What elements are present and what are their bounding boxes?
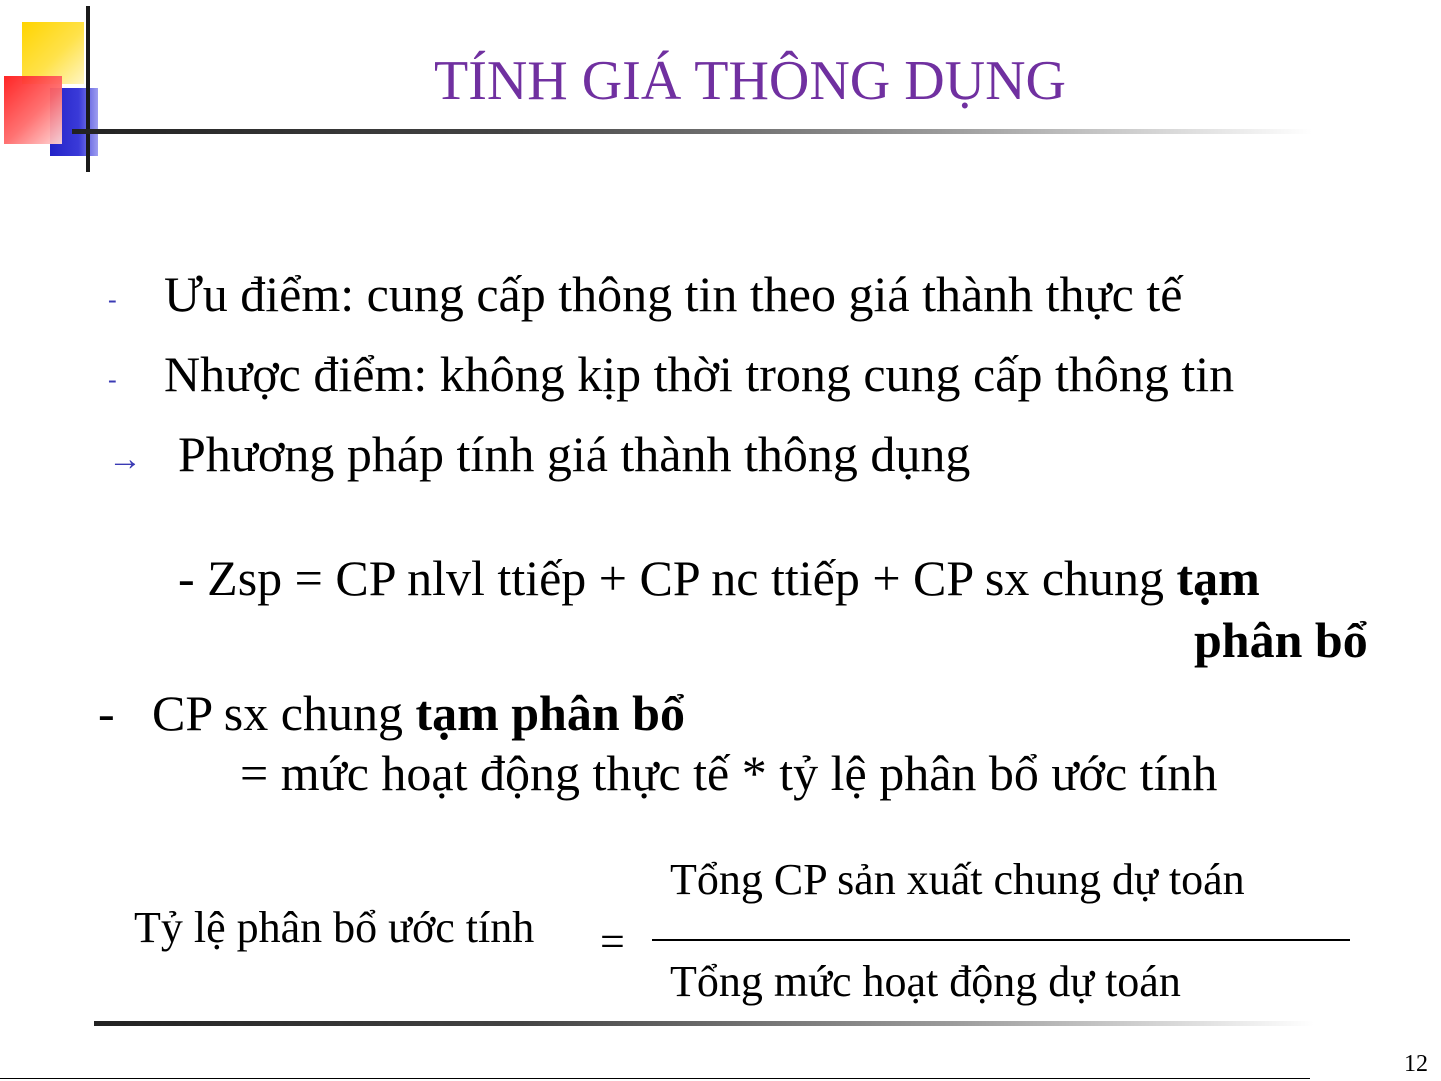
bullet-method <box>108 424 970 490</box>
bullet-text: Ưu điểm: cung cấp thông tin theo giá thành thực tế <box>164 266 1183 322</box>
bullet-text: Nhược điểm: không kịp thời trong cung cấp thông tin <box>164 346 1235 402</box>
zsp-formula-line2: phân bổ <box>1194 612 1368 668</box>
overhead-formula-line2: = mức hoạt động thực tế * tỷ lệ phân bổ ước tính <box>240 745 1218 801</box>
zsp-formula-bold-text: tạm <box>1176 550 1260 606</box>
overhead-dash: - <box>98 685 115 741</box>
decorative-vertical-line <box>86 6 90 172</box>
decorative-yellow-square <box>22 22 84 84</box>
overhead-lead-text: CP sx chung <box>152 685 416 741</box>
ratio-numerator: Tổng CP sản xuất chung dự toán <box>670 855 1245 904</box>
slide-title: TÍNH GIÁ THÔNG DỤNG <box>434 50 1066 112</box>
bullet-text: Phương pháp tính giá thành thông dụng <box>178 426 971 482</box>
arrow-bullet-icon: → <box>108 440 142 478</box>
ratio-label: Tỷ lệ phân bổ ước tính <box>134 903 535 952</box>
fraction-bar <box>652 939 1350 941</box>
decorative-red-square <box>4 76 62 144</box>
dash-bullet-marker: - <box>108 364 117 394</box>
bottom-rule <box>94 1021 1314 1026</box>
ratio-denominator: Tổng mức hoạt động dự toán <box>670 957 1181 1006</box>
page-number: 12 <box>1404 1051 1428 1077</box>
overhead-bold-text: tạm phân bổ <box>415 685 685 741</box>
bullet-advantage <box>108 264 1182 330</box>
title-underline-rule <box>72 129 1312 134</box>
footer-line <box>0 1078 1310 1079</box>
overhead-formula-line1 <box>98 683 685 743</box>
ratio-equals-sign: = <box>600 917 625 966</box>
bullet-disadvantage <box>108 344 1234 410</box>
dash-bullet-marker: - <box>108 284 117 314</box>
zsp-formula-line1 <box>178 548 1260 608</box>
zsp-formula-text: - Zsp = CP nlvl ttiếp + CP nc ttiếp + CP sx chung <box>178 550 1177 606</box>
